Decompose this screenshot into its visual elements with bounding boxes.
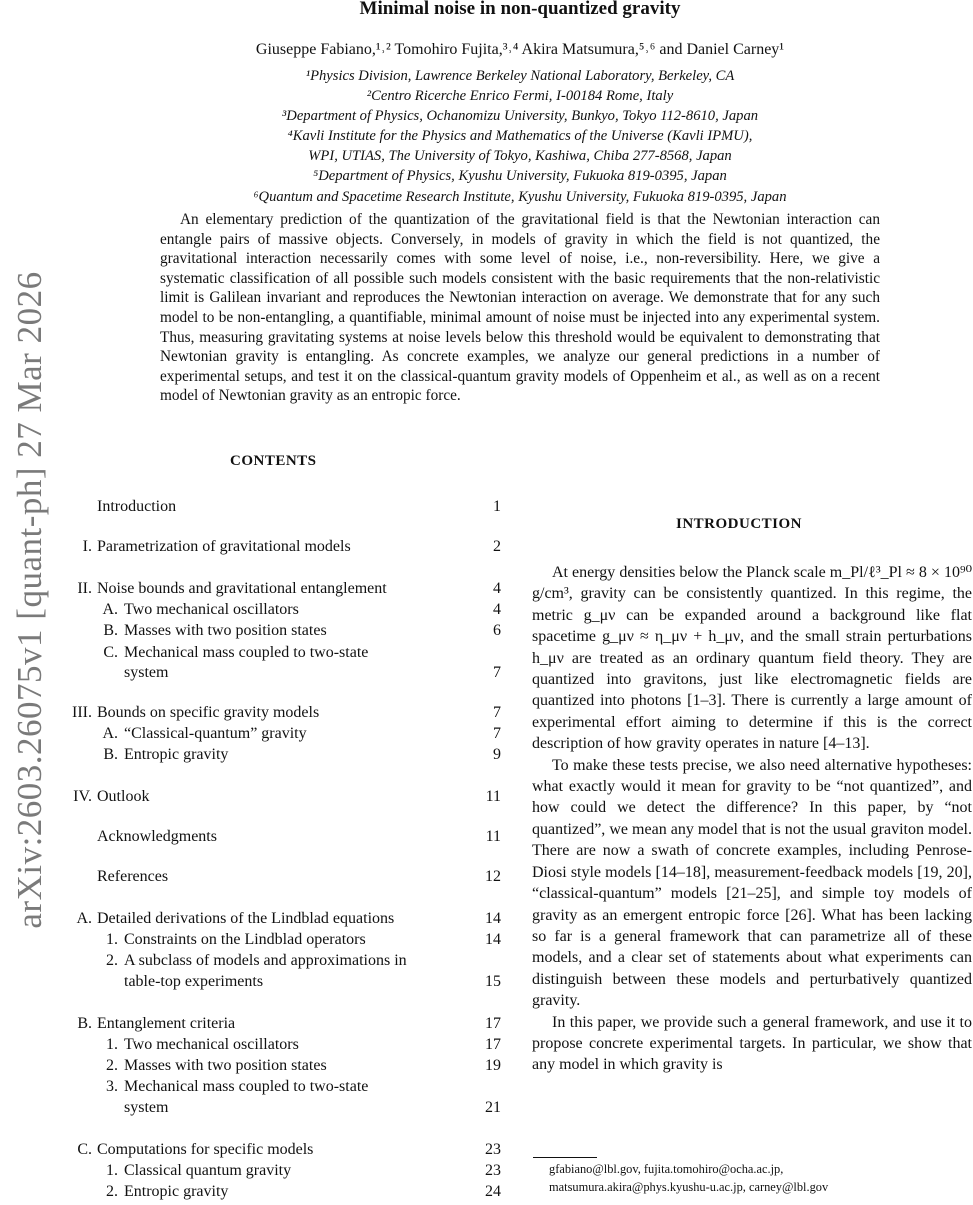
toc-entry-page: 15: [485, 973, 501, 990]
toc-entry[interactable]: [40, 1078, 505, 1100]
toc-entry[interactable]: [40, 664, 505, 686]
toc-entry-label: system: [124, 664, 169, 681]
toc-entry-page: 7: [493, 704, 501, 721]
toc-entry-page: 14: [485, 931, 501, 948]
toc-entry-label: “Classical-quantum” gravity: [124, 725, 307, 742]
toc-entry-number: A.: [76, 910, 92, 927]
toc-entry-number: 2.: [106, 1183, 118, 1200]
toc-entry-label: Introduction: [97, 498, 177, 515]
toc-entry-page: 7: [493, 725, 501, 742]
arxiv-sidebar-stamp: arXiv:2603.26075v1 [quant-ph] 27 Mar 2026: [10, 271, 49, 929]
toc-entry[interactable]: [40, 725, 505, 747]
toc-entry-label: Entanglement criteria: [97, 1015, 236, 1032]
toc-entry-label: Parametrization of gravitational models: [97, 538, 351, 555]
toc-entry-page: 11: [485, 788, 501, 805]
toc-entry[interactable]: [40, 1015, 505, 1037]
toc-entry-number: 2.: [106, 1057, 118, 1074]
toc-entry-label: Mechanical mass coupled to two-state: [124, 644, 369, 661]
toc-entry-label: Computations for specific models: [97, 1141, 314, 1158]
toc-entry-number: 1.: [106, 1036, 118, 1053]
toc-entry[interactable]: [40, 1036, 505, 1058]
toc-entry-page: 2: [493, 538, 501, 555]
toc-entry-number: 2.: [106, 952, 118, 969]
toc-entry-page: 17: [485, 1015, 501, 1032]
author-list: Giuseppe Fabiano,¹˒² Tomohiro Fujita,³˒⁴ Akira Matsumura,⁵˒⁶ and Daniel Carney¹: [255, 41, 785, 58]
affiliation-4: ⁴Kavli Institute for the Physics and Mathematics of the Universe (Kavli IPMU),: [287, 128, 753, 145]
toc-entry-number: III.: [72, 704, 92, 721]
toc-entry-page: 7: [493, 664, 501, 681]
intro-paragraph-3: In this paper, we provide such a general framework, and use it to propose concrete experimental targets. In particular, we show that any model in which gravity is: [532, 1013, 972, 1074]
toc-entry-page: 4: [493, 601, 501, 618]
toc-entry-page: 21: [485, 1099, 501, 1116]
toc-entry-label: Masses with two position states: [124, 1057, 327, 1074]
toc-entry-number: A.: [102, 725, 118, 742]
toc-entry-label: Constraints on the Lindblad operators: [124, 931, 366, 948]
toc-entry-page: 24: [485, 1183, 501, 1200]
toc-entry[interactable]: [40, 498, 505, 520]
abstract: An elementary prediction of the quantization of the gravitational field is that the Newtonian interaction can entangle pairs of massive objects. Conversely, in models of gravity in which the field is not quantized, the gravitational interaction necessarily comes with some level of noise, i.e., non-reversibility. Here, we give a systematic classification of all possible such models consistent with the basic requirements that the non-relativistic limit is Galilean invariant and reproduces the Newtonian interaction on average. We demonstrate that for any such model to be non-entangling, a quantifiable, minimal amount of noise must be injected into any experimental system. Thus, measuring gravitating systems at noise levels below this threshold would be equivalent to demonstrating that Newtonian gravity is entangling. As concrete examples, we analyze our general predictions in a number of experimental setups, and test it on the classical-quantum gravity models of Oppenheim et al., as well as on a recent model of Newtonian gravity as an entropic force.: [160, 211, 880, 405]
toc-entry[interactable]: [40, 1162, 505, 1184]
toc-entry-number: II.: [77, 580, 92, 597]
toc-entry-label: A subclass of models and approximations in: [124, 952, 407, 969]
toc-entry-page: 9: [493, 746, 501, 763]
toc-entry-label: Entropic gravity: [124, 1183, 229, 1200]
toc-entry[interactable]: [40, 1183, 505, 1205]
affiliation-4-cont: WPI, UTIAS, The University of Tokyo, Kashiwa, Chiba 277-8568, Japan: [308, 148, 732, 165]
footnote-line-1: gfabiano@lbl.gov, fujita.tomohiro@ocha.ac.jp,: [549, 1162, 784, 1176]
toc-entry-label: Acknowledgments: [97, 828, 217, 845]
toc-entry[interactable]: [40, 952, 505, 974]
toc-entry[interactable]: [40, 1099, 505, 1121]
affiliation-3: ³Department of Physics, Ochanomizu University, Bunkyo, Tokyo 112-8610, Japan: [281, 108, 759, 125]
toc-entry-page: 11: [485, 828, 501, 845]
toc-entry[interactable]: [40, 1057, 505, 1079]
toc-entry-number: IV.: [73, 788, 92, 805]
toc-entry-label: Outlook: [97, 788, 150, 805]
toc-entry-page: 12: [485, 868, 501, 885]
toc-entry-page: 17: [485, 1036, 501, 1053]
introduction-body: [532, 562, 972, 1076]
toc-entry[interactable]: [40, 746, 505, 768]
toc-entry-number: A.: [102, 601, 118, 618]
affiliation-1: ¹Physics Division, Lawrence Berkeley National Laboratory, Berkeley, CA: [305, 68, 735, 84]
toc-entry[interactable]: [40, 828, 505, 850]
toc-entry[interactable]: [40, 622, 505, 644]
toc-entry-label: Two mechanical oscillators: [124, 1036, 299, 1053]
toc-entry[interactable]: [40, 1141, 505, 1163]
toc-entry[interactable]: [40, 868, 505, 890]
toc-entry[interactable]: [40, 601, 505, 623]
toc-entry-number: C.: [77, 1141, 92, 1158]
affiliation-5: ⁵Department of Physics, Kyushu University, Fukuoka 819-0395, Japan: [313, 168, 727, 185]
affiliation-2: ²Centro Ricerche Enrico Fermi, I-00184 Rome, Italy: [366, 88, 674, 105]
toc-entry-page: 19: [485, 1057, 501, 1074]
toc-entry-number: 1.: [106, 931, 118, 948]
toc-entry-page: 14: [485, 910, 501, 927]
toc-entry[interactable]: [40, 644, 505, 666]
footnote-line-2: matsumura.akira@phys.kyushu-u.ac.jp, carney@lbl.gov: [549, 1180, 829, 1194]
toc-entry-label: Noise bounds and gravitational entanglement: [97, 580, 387, 597]
toc-entry-label: system: [124, 1099, 169, 1116]
intro-paragraph-1: At energy densities below the Planck scale m_Pl/ℓ³_Pl ≈ 8 × 10⁹⁰ g/cm³, gravity can be consistently quantized. In this regime, the metric g_μν can be expanded around a background like flat spacetime g_μν ≈ η_μν + h_μν, and the small strain perturbations h_μν are treated as an ordinary quantum field theory. They are quantized into gravitons, just like electromagnetic fields are quantized into photons [1–3]. There is currently a large amount of experimental effort aiming to determine if this is the correct description of how gravity operates in nature [4–13].: [532, 564, 972, 753]
toc-entry-label: Masses with two position states: [124, 622, 327, 639]
intro-paragraph-2: To make these tests precise, we also need alternative hypotheses: what exactly would it mean for gravity to be “not quantized”, and how could we detect the difference? In this paper, by “not quantized”, we mean any model that is not the usual graviton model. There are now a swath of concrete examples, including Penrose-Diosi style models [14–18], measurement-feedback models [19, 20], “classical-quantum” models [21–25], and simple toy models of gravity as an emergent entropic force [26]. What has been lacking so far is a general framework that can parametrize all of these models, and a clear set of statements about what experiments can distinguish between these models and perturbatively quantized gravity.: [532, 756, 972, 1010]
toc-entry-label: Detailed derivations of the Lindblad equations: [97, 910, 395, 927]
toc-entry-number: I.: [82, 538, 92, 555]
toc-entry-label: Entropic gravity: [124, 746, 229, 763]
toc-entry[interactable]: [40, 580, 505, 602]
toc-entry-page: 23: [485, 1162, 501, 1179]
toc-entry-label: Mechanical mass coupled to two-state: [124, 1078, 369, 1095]
toc-entry-number: B.: [103, 622, 118, 639]
toc-entry-number: B.: [103, 746, 118, 763]
toc-entry-number: 1.: [106, 1162, 118, 1179]
introduction-heading: INTRODUCTION: [676, 516, 803, 532]
paper-title: Minimal noise in non-quantized gravity: [359, 0, 681, 19]
toc-entry-page: 23: [485, 1141, 501, 1158]
contents-heading: CONTENTS: [230, 453, 317, 469]
toc-entry-page: 1: [493, 498, 501, 515]
affiliation-6: ⁶Quantum and Spacetime Research Institute, Kyushu University, Fukuoka 819-0395, Japan: [253, 188, 787, 205]
toc-entry-page: 6: [493, 622, 501, 639]
toc-entry-page: 4: [493, 580, 501, 597]
toc-entry-number: 3.: [106, 1078, 118, 1095]
toc-entry[interactable]: [40, 788, 505, 810]
toc-entry-number: B.: [77, 1015, 92, 1032]
toc-entry[interactable]: [40, 931, 505, 953]
toc-entry[interactable]: [40, 973, 505, 995]
toc-entry-label: Classical quantum gravity: [124, 1162, 292, 1179]
toc-entry-label: Bounds on specific gravity models: [97, 704, 320, 721]
toc-entry-label: table-top experiments: [124, 973, 264, 990]
toc-entry[interactable]: [40, 704, 505, 726]
toc-entry-label: Two mechanical oscillators: [124, 601, 299, 618]
toc-entry[interactable]: [40, 538, 505, 560]
footnote-rule: [533, 1157, 597, 1158]
toc-entry-number: C.: [103, 644, 118, 661]
affiliations: [0, 66, 973, 207]
toc-entry-label: References: [97, 868, 169, 885]
toc-entry[interactable]: [40, 910, 505, 932]
footnote-emails: [549, 1160, 969, 1196]
